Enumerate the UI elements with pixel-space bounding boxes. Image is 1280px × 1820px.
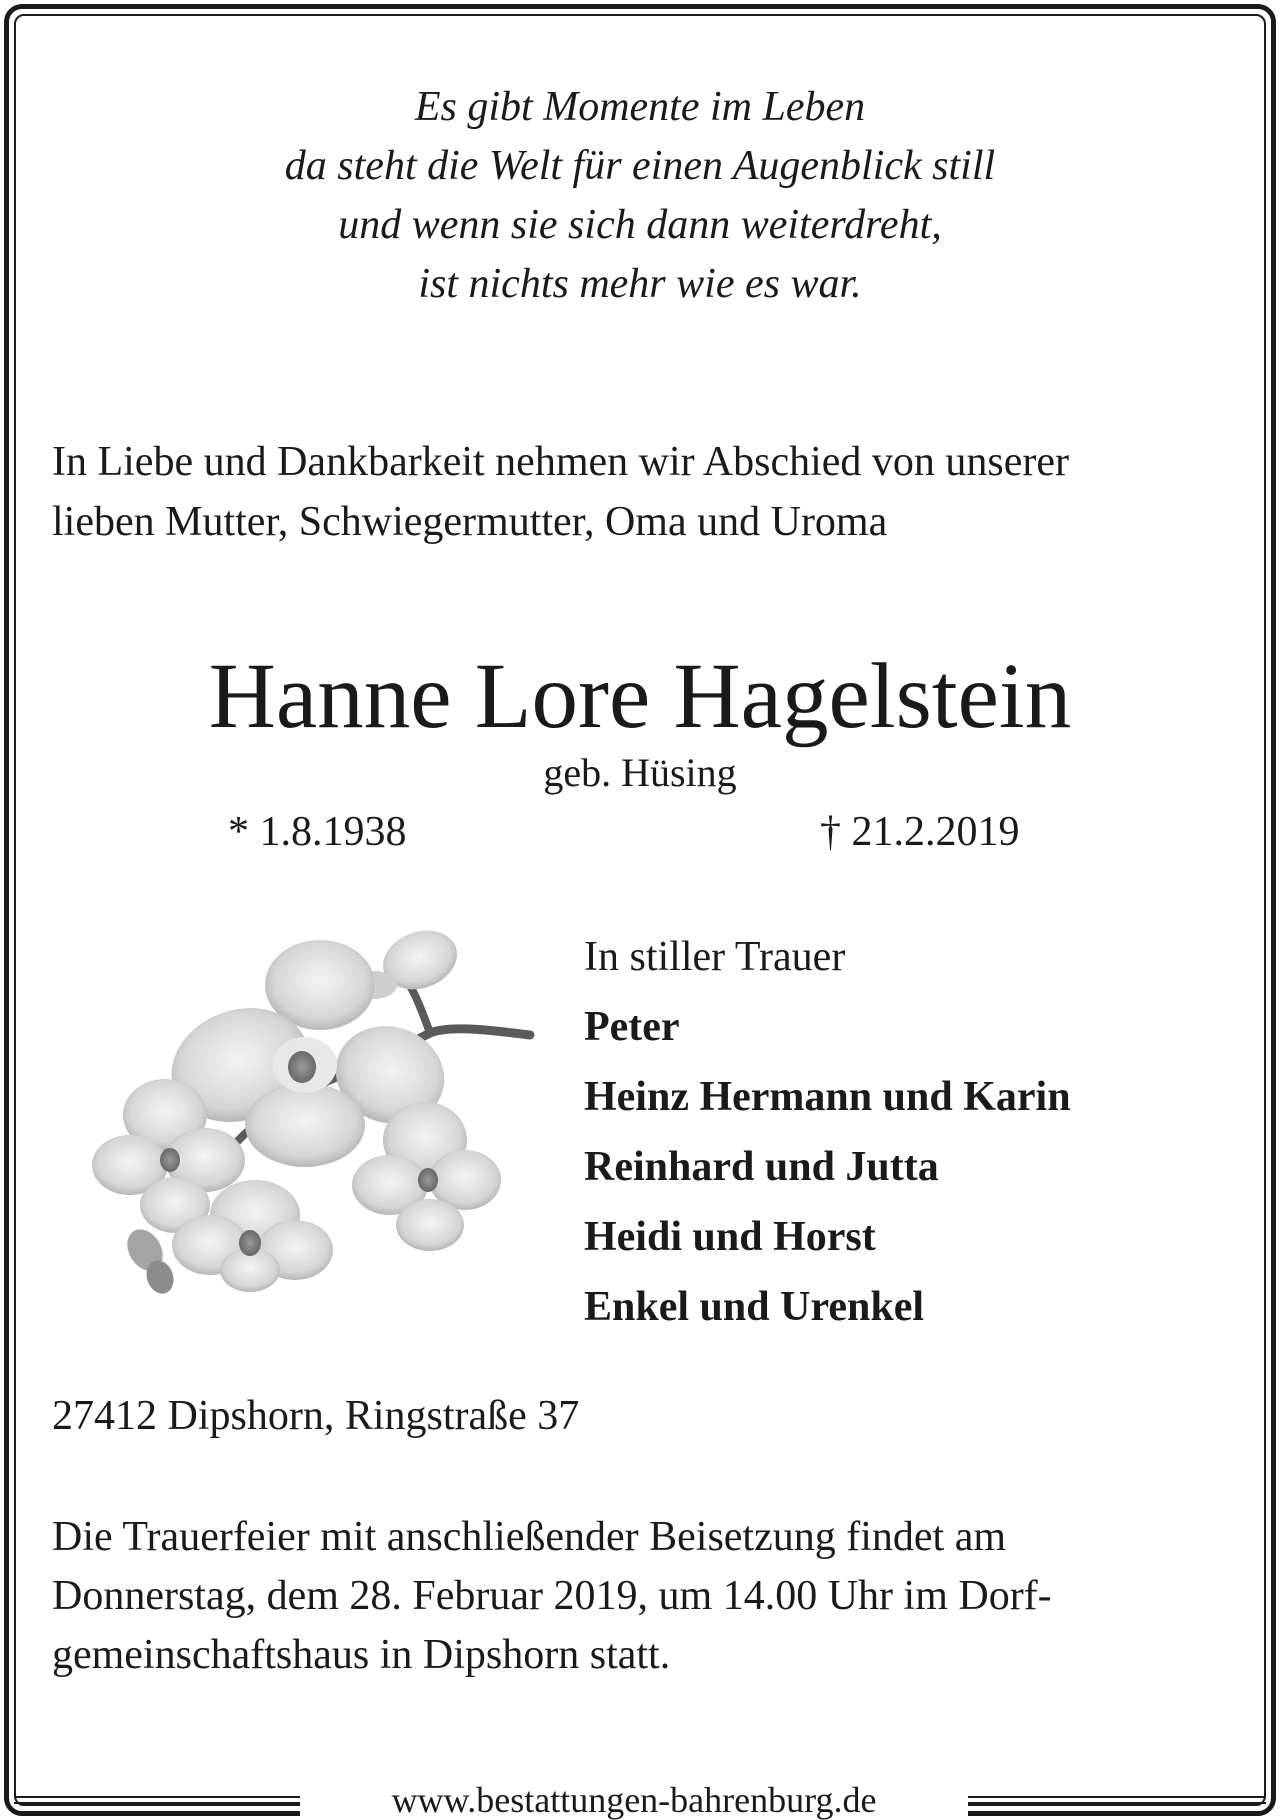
ceremony-line: Die Trauerfeier mit anschließender Beisetzung findet am — [52, 1514, 1007, 1560]
mourner-name: Reinhard und Jutta — [584, 1144, 939, 1190]
mourners-list — [584, 922, 1071, 1342]
ceremony-notice — [52, 1508, 1052, 1685]
birth-date: * 1.8.1938 — [228, 809, 407, 855]
motto-line: Es gibt Momente im Leben — [414, 84, 866, 130]
intro-text — [52, 432, 1242, 552]
intro-line: lieben Mutter, Schwiegermutter, Oma und Uroma — [52, 499, 888, 545]
mourners-heading: In stiller Trauer — [584, 934, 846, 980]
ceremony-line: gemeinschaftshaus in Dipshorn statt. — [52, 1632, 671, 1678]
motto-verse — [0, 78, 1280, 314]
website-link[interactable]: www.bestattungen-bahrenburg.de — [300, 1780, 968, 1820]
family-address: 27412 Dipshorn, Ringstraße 37 — [52, 1393, 580, 1439]
mourner-name: Heinz Hermann und Karin — [584, 1074, 1071, 1120]
death-date: † 21.2.2019 — [820, 809, 1020, 855]
motto-line: da steht die Welt für einen Augenblick still — [284, 143, 996, 189]
mourner-name: Heidi und Horst — [584, 1214, 876, 1260]
deceased-name: Hanne Lore Hagelstein — [208, 645, 1072, 748]
intro-line: In Liebe und Dankbarkeit nehmen wir Abschied von unserer — [52, 439, 1070, 485]
motto-line: und wenn sie sich dann weiterdreht, — [338, 202, 942, 248]
orchid-icon — [90, 925, 535, 1295]
motto-line: ist nichts mehr wie es war. — [418, 261, 862, 307]
footer-rule-left — [14, 1796, 306, 1804]
maiden-name: geb. Hüsing — [543, 750, 737, 795]
mourner-name: Peter — [584, 1004, 680, 1050]
mourner-name: Enkel und Urenkel — [584, 1284, 924, 1330]
footer-rule-right — [962, 1796, 1266, 1804]
ceremony-line: Donnerstag, dem 28. Februar 2019, um 14.00 Uhr im Dorf- — [52, 1573, 1052, 1619]
